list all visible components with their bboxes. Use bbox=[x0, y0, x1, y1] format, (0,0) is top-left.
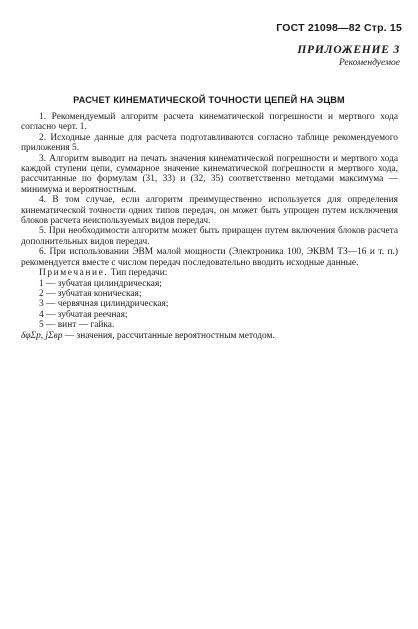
note-item-2: 2 — зубчатая коническая; bbox=[39, 288, 142, 299]
appendix-title: ПРИЛОЖЕНИЕ 3 bbox=[297, 44, 400, 56]
note bbox=[21, 268, 398, 278]
paragraph-3: 3. Алгоритм выводит на печать значения кинематической погрешности и мертвого хода каждой ступени цепи, суммарное значение кинематической погрешности и мертвого хода, рассчитанные по формулам (31, 33) и (32, 35) соответственно методами максимума — минимума и вероятностным. bbox=[21, 153, 398, 195]
formula-symbols: δφΣр, jΣвр bbox=[21, 330, 63, 341]
paragraph-2: 2. Исходные данные для расчета подготавливаются согласно таблице рекомендуемого приложения 5. bbox=[21, 132, 398, 154]
final-line-text: — значения, рассчитанные вероятностным методом. bbox=[62, 330, 275, 341]
note-item-1: 1 — зубчатая цилиндрическая; bbox=[39, 278, 162, 289]
appendix-block bbox=[297, 44, 400, 68]
section-title: РАСЧЕТ КИНЕМАТИЧЕСКОЙ ТОЧНОСТИ ЦЕПЕЙ НА ЭЦВМ bbox=[73, 95, 345, 105]
note-item-4: 4 — зубчатая реечная; bbox=[39, 309, 128, 320]
final-line bbox=[21, 331, 398, 341]
document-body bbox=[21, 112, 398, 341]
paragraph-4: 4. В том случае, если алгоритм преимущественно используется для определения кинематической точности одних типов передач, он может быть упрощен путем исключения блоков расчета неиспользуемых видов передач. bbox=[21, 195, 398, 227]
note-text: Тип передачи: bbox=[108, 268, 168, 279]
paragraph-1: 1. Рекомендуемый алгоритм расчета кинематической погрешности и мертвого хода согласно черт. 1. bbox=[21, 112, 398, 133]
paragraph-5: 5. При необходимости алгоритм может быть приращен путем включения блоков расчета дополнительных видов передач. bbox=[21, 226, 398, 247]
note-item-3: 3 — червячная цилиндрическая; bbox=[39, 299, 169, 310]
standard-header: ГОСТ 21098—82 Стр. 15 bbox=[276, 22, 402, 34]
paragraph-6: 6. При использовании ЭВМ малой мощности (Электроника 100, ЭКВМ ТЗ—16 и т. п.) рекомендуется вместе с числом передач последовательно вводить исходные данные. bbox=[21, 247, 398, 268]
appendix-subtitle: Рекомендуемое bbox=[338, 58, 400, 68]
note-label: Примечание. bbox=[39, 268, 109, 279]
note-item-5: 5 — винт — гайка. bbox=[39, 320, 115, 331]
